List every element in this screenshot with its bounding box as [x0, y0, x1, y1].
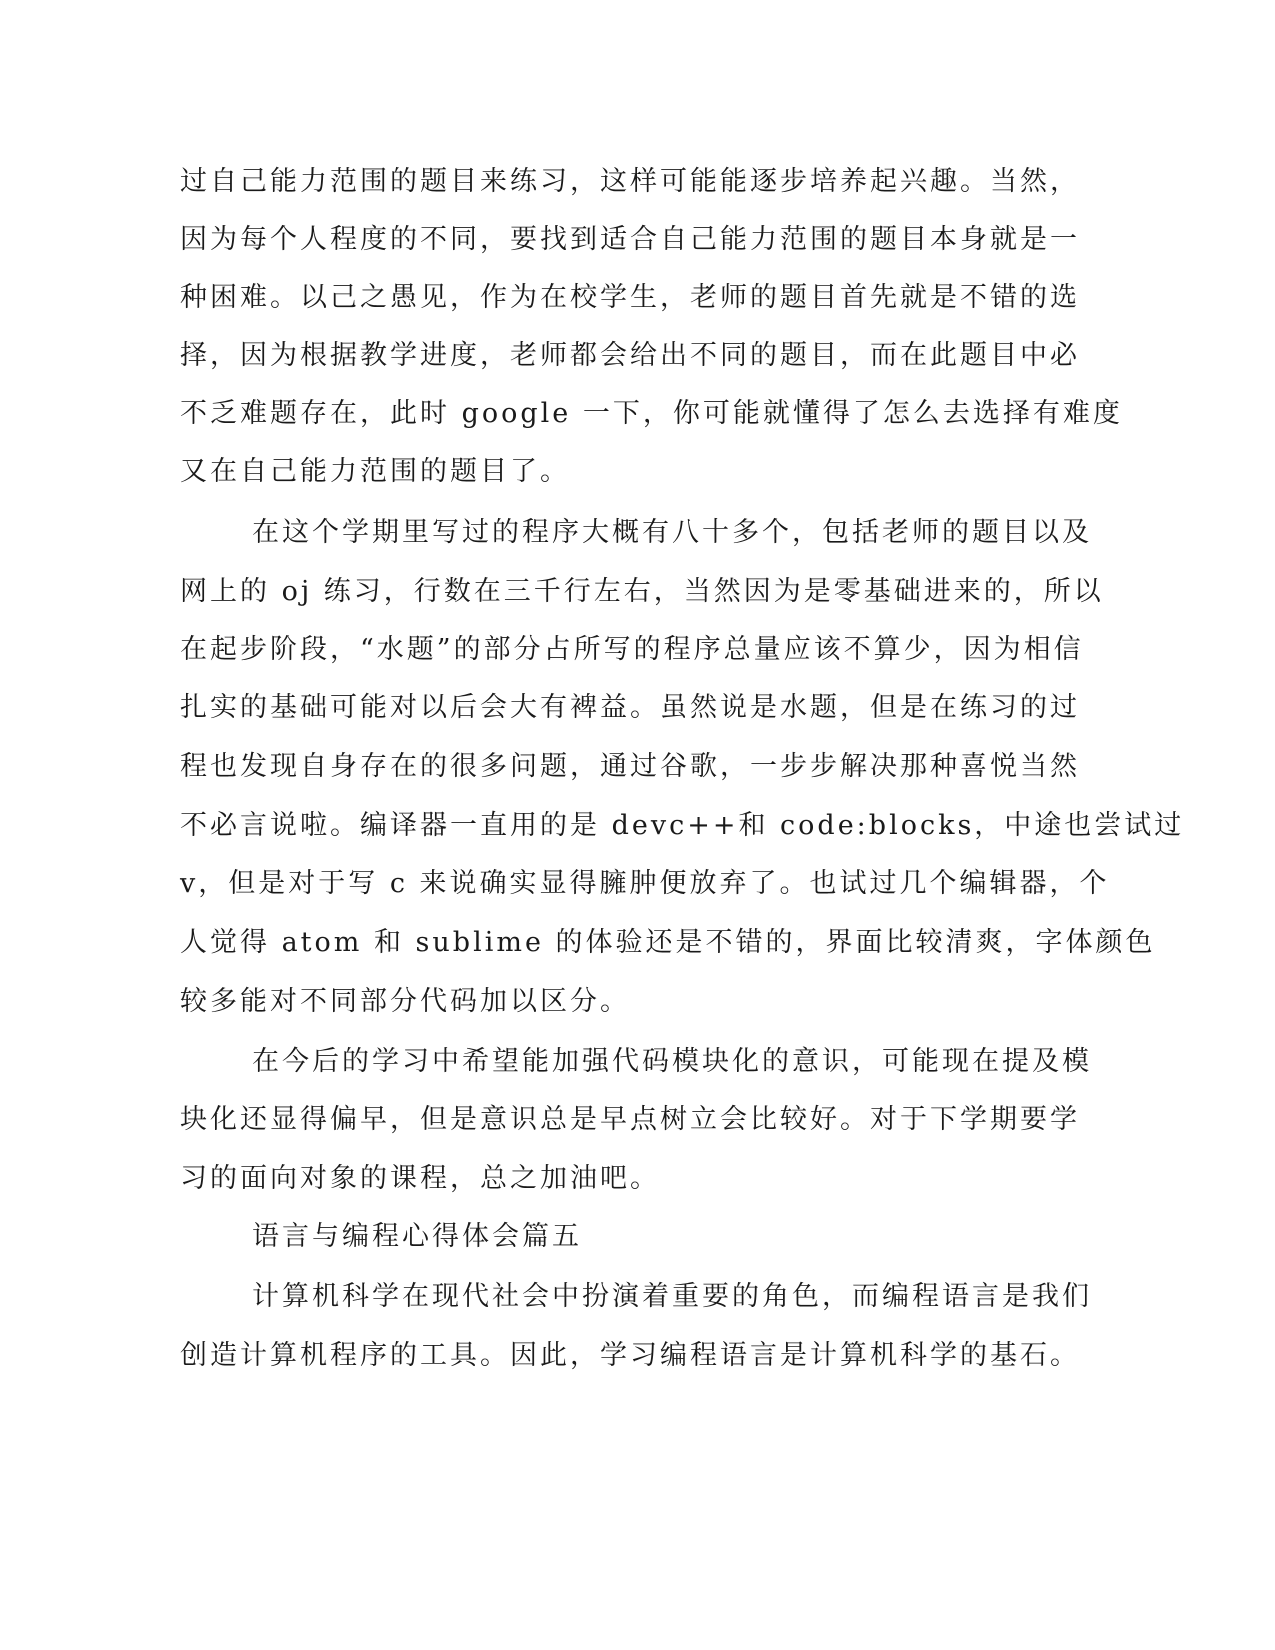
section-heading: 语言与编程心得体会篇五 — [252, 1221, 582, 1252]
paragraph-2-line-5: 程也发现自身存在的很多问题，通过谷歌，一步步解决那种喜悦当然 — [180, 751, 1080, 782]
paragraph-2-line-3: 在起步阶段，“水题”的部分占所写的程序总量应该不算少，因为相信 — [180, 634, 1084, 665]
paragraph-2-line-1: 在这个学期里写过的程序大概有八十多个，包括老师的题目以及 — [252, 517, 1092, 548]
paragraph-2-line-4: 扎实的基础可能对以后会大有裨益。虽然说是水题，但是在练习的过 — [180, 692, 1080, 723]
paragraph-2-line-9: 较多能对不同部分代码加以区分。 — [180, 986, 630, 1017]
paragraph-1-line-1: 过自己能力范围的题目来练习，这样可能能逐步培养起兴趣。当然， — [180, 166, 1080, 197]
paragraph-2-line-7: v，但是对于写 c 来说确实显得臃肿便放弃了。也试过几个编辑器，个 — [180, 868, 1110, 899]
paragraph-1-line-4: 择，因为根据教学进度，老师都会给出不同的题目，而在此题目中必 — [180, 340, 1080, 371]
paragraph-2-line-6: 不必言说啦。编译器一直用的是 devc++和 code:blocks，中途也尝试过 — [180, 810, 1185, 841]
paragraph-3-line-2: 块化还显得偏早，但是意识总是早点树立会比较好。对于下学期要学 — [180, 1104, 1080, 1135]
paragraph-1-line-2: 因为每个人程度的不同，要找到适合自己能力范围的题目本身就是一 — [180, 224, 1080, 255]
paragraph-5-line-1: 计算机科学在现代社会中扮演着重要的角色，而编程语言是我们 — [252, 1281, 1092, 1312]
paragraph-3-line-1: 在今后的学习中希望能加强代码模块化的意识，可能现在提及模 — [252, 1046, 1092, 1077]
paragraph-2-line-2: 网上的 oj 练习，行数在三千行左右，当然因为是零基础进来的，所以 — [180, 576, 1104, 607]
paragraph-1-line-3: 种困难。以己之愚见，作为在校学生，老师的题目首先就是不错的选 — [180, 282, 1080, 313]
paragraph-2-line-8: 人觉得 atom 和 sublime 的体验还是不错的，界面比较清爽，字体颜色 — [180, 927, 1156, 958]
paragraph-5-line-2: 创造计算机程序的工具。因此，学习编程语言是计算机科学的基石。 — [180, 1340, 1080, 1371]
paragraph-3-line-3: 习的面向对象的课程，总之加油吧。 — [180, 1163, 660, 1194]
paragraph-1-line-5: 不乏难题存在，此时 google 一下，你可能就懂得了怎么去选择有难度 — [180, 398, 1123, 429]
paragraph-1-line-6: 又在自己能力范围的题目了。 — [180, 456, 570, 487]
